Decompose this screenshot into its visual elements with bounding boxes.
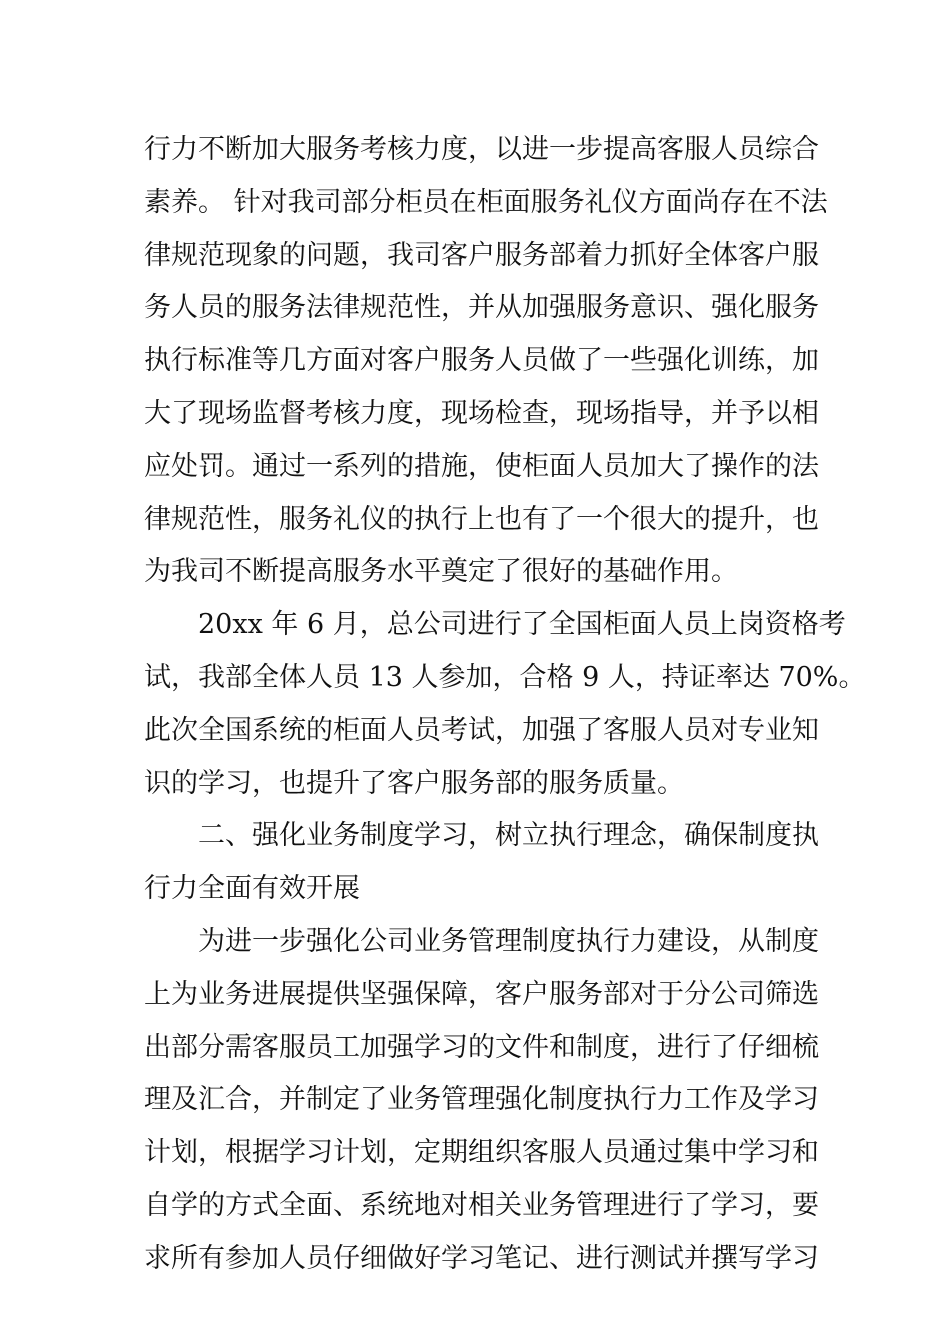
document-body xyxy=(144,124,866,1286)
text-line: 律规范性，服务礼仪的执行上也有了一个很大的提升，也 xyxy=(144,503,819,535)
text-line: 务人员的服务法律规范性，并从加强服务意识、强化服务 xyxy=(144,292,819,324)
text-line: 素养。 针对我司部分柜员在柜面服务礼仪方面尚存在不法 xyxy=(144,186,828,218)
text-line: 大了现场监督考核力度，现场检查，现场指导，并予以相 xyxy=(144,397,819,429)
text-line: 行力全面有效开展 xyxy=(144,873,360,905)
text-line: 执行标准等几方面对客户服务人员做了一些强化训练，加 xyxy=(144,345,819,377)
text-line: 此次全国系统的柜面人员考试，加强了客服人员对专业知 xyxy=(144,714,819,746)
text-line: 出部分需客服员工加强学习的文件和制度，进行了仔细梳 xyxy=(144,1031,819,1063)
text-line: 识的学习，也提升了客户服务部的服务质量。 xyxy=(144,767,684,799)
text-line: 为进一步强化公司业务管理制度执行力建设，从制度 xyxy=(198,925,819,957)
text-line: 理及汇合，并制定了业务管理强化制度执行力工作及学习 xyxy=(144,1084,819,1116)
text-line: 20xx 年 6 月，总公司进行了全国柜面人员上岗资格考 xyxy=(198,609,846,641)
text-line: 上为业务进展提供坚强保障，客户服务部对于分公司筛选 xyxy=(144,978,819,1010)
text-line: 自学的方式全面、系统地对相关业务管理进行了学习，要 xyxy=(144,1189,819,1221)
text-line: 为我司不断提高服务水平奠定了很好的基础作用。 xyxy=(144,556,738,588)
text-line: 二、强化业务制度学习，树立执行理念，确保制度执 xyxy=(198,820,819,852)
text-line: 行力不断加大服务考核力度，以进一步提高客服人员综合 xyxy=(144,134,819,165)
text-line: 应处罚。通过一系列的措施，使柜面人员加大了操作的法 xyxy=(144,450,819,482)
text-line: 求所有参加人员仔细做好学习笔记、进行测试并撰写学习 xyxy=(144,1242,819,1274)
text-line: 律规范现象的问题，我司客户服务部着力抓好全体客户服 xyxy=(144,239,819,271)
text-line: 试，我部全体人员 13 人参加，合格 9 人，持证率达 70%。 xyxy=(144,661,866,693)
text-line: 计划，根据学习计划，定期组织客服人员通过集中学习和 xyxy=(144,1137,819,1169)
